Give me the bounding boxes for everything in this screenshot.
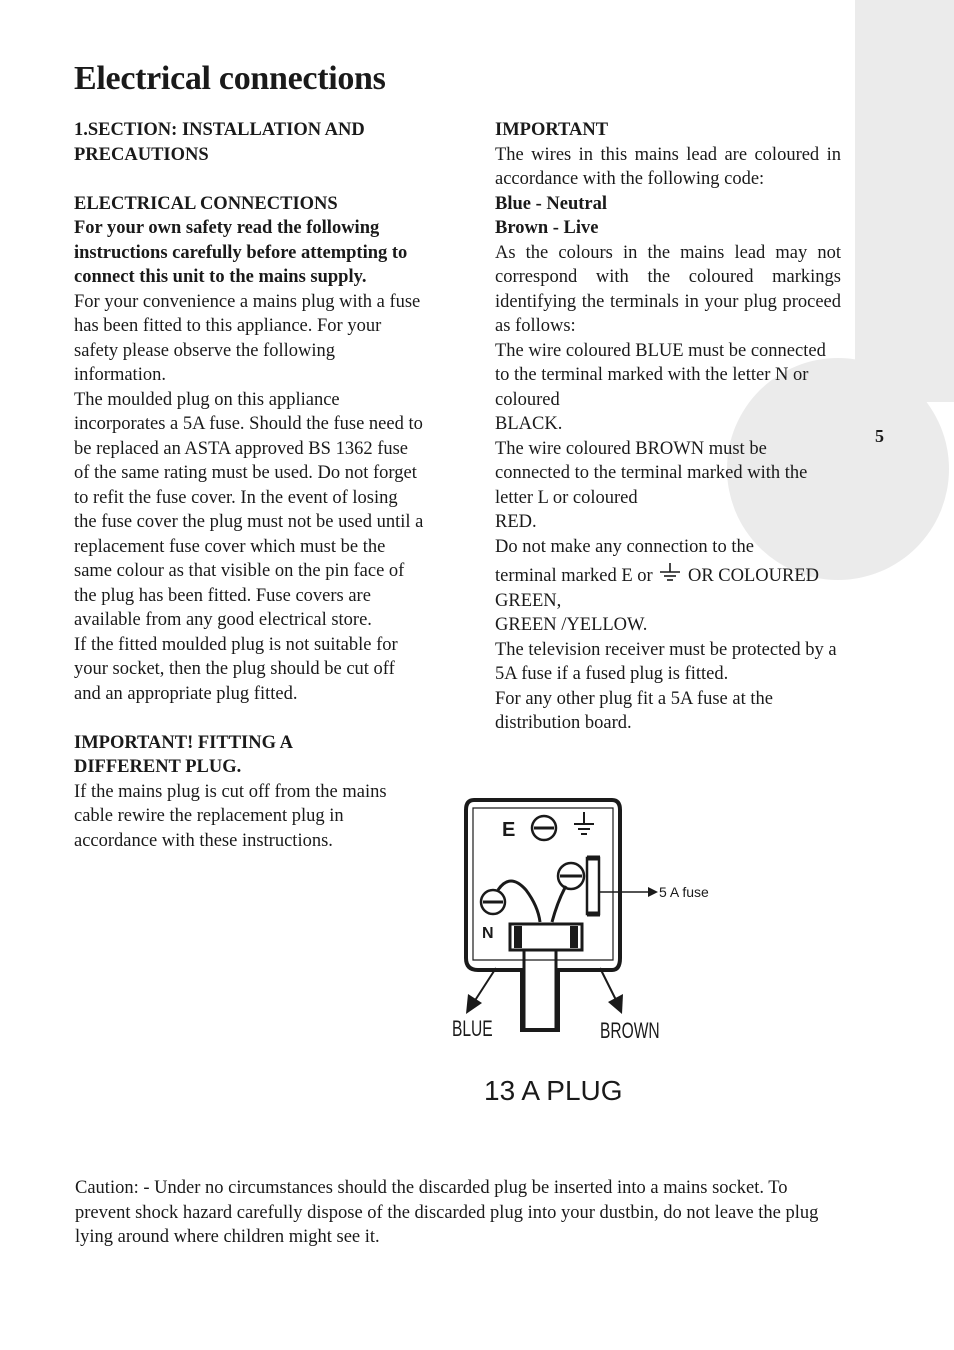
other-plug-paragraph: For any other plug fit a 5A fuse at the distribution board. [495,688,773,733]
wire-code-paragraph: The wires in this mains lead are coloured in accordance with the following code: [495,144,841,189]
earth-terminal-screw [532,816,556,840]
left-column [74,118,424,853]
blue-wire-black: BLACK. [495,414,563,434]
live-terminal-screw [558,863,584,889]
fitting-heading-line2: DIFFERENT PLUG. [74,757,242,777]
electrical-connections-heading: ELECTRICAL CONNECTIONS [74,193,338,214]
label-n: N [482,925,494,942]
unsuitable-plug-paragraph: If the fitted moulded plug is not suitable for your socket, then the plug should be cut off and an appropriate plug fitted. [74,634,398,704]
section-heading-line1: 1.SECTION: INSTALLATION AND [74,120,365,140]
convenience-paragraph: For your convenience a mains plug with a fuse has been fitted to this appliance. For your safety please observe the following information. [74,291,421,385]
earth-green-yellow: GREEN /YELLOW. [495,615,648,635]
brown-wire-red: RED. [495,512,537,532]
label-e: E [502,819,516,841]
fuse-label: 5 A fuse [659,884,709,900]
side-tab-bar [855,0,954,402]
important-heading: IMPORTANT [495,120,609,140]
earth-symbol-icon [659,563,681,583]
brown-wire-paragraph: The wire coloured BROWN must be connected to the terminal marked with the letter L or coloured [495,438,808,508]
colours-paragraph: As the colours in the mains lead may not correspond with the coloured markings identifying the terminals in your plug proceed as follows: [495,242,841,336]
earth-green: GREEN, [495,590,562,611]
rewire-paragraph: If the mains plug is cut off from the mains cable rewire the replacement plug in accordance with these instructions. [74,781,387,851]
code-brown-live: Brown - Live [495,218,599,238]
label-blue: BLUE [452,1017,493,1042]
diagram-caption: 13 A PLUG [484,1075,623,1106]
code-blue-neutral: Blue - Neutral [495,193,608,214]
page-title: Electrical connections [74,60,386,97]
label-brown: BROWN [600,1019,660,1044]
earth-text-a: terminal marked E or [495,566,653,586]
page-number: 5 [875,426,884,446]
caution-paragraph: Caution: - Under no circumstances should the discarded plug be inserted into a mains socket. To prevent shock hazard carefully dispose of the discarded plug into your dustbin, do not leave the plug lying around where children might see it. [75,1178,819,1247]
earth-line1: Do not make any connection to the [495,536,754,557]
safety-warning: For your own safety read the following instructions carefully before attempting to connect this unit to the mains supply. [74,218,408,287]
blue-arrow [466,994,482,1014]
blue-wire-paragraph: The wire coloured BLUE must be connected to the terminal marked with the letter N or coloured [495,340,826,410]
moulded-plug-paragraph: The moulded plug on this appliance incorporates a 5A fuse. Should the fuse need to be replaced an ASTA approved BS 1362 fuse of the same rating must be used. Do not forget to refit the fuse cover. In the event of losing the fuse cover the plug must not be used until a replacement fuse cover which must be the same colour as that visible on the pin face of the plug has been fitted. Fuse covers are available from any good electrical store. [74,389,424,630]
earth-line2 [495,563,841,589]
section-heading-line2: PRECAUTIONS [74,144,209,165]
plug-wiring-diagram [440,790,740,1110]
fuse-cartridge [587,858,600,914]
right-column [495,118,841,736]
neutral-terminal-screw [481,890,505,914]
fitting-heading-line1: IMPORTANT! FITTING A [74,732,293,753]
protection-paragraph: The television receiver must be protected by a 5A fuse if a fused plug is fitted. [495,639,837,684]
earth-text-b: OR COLOURED [687,566,819,586]
